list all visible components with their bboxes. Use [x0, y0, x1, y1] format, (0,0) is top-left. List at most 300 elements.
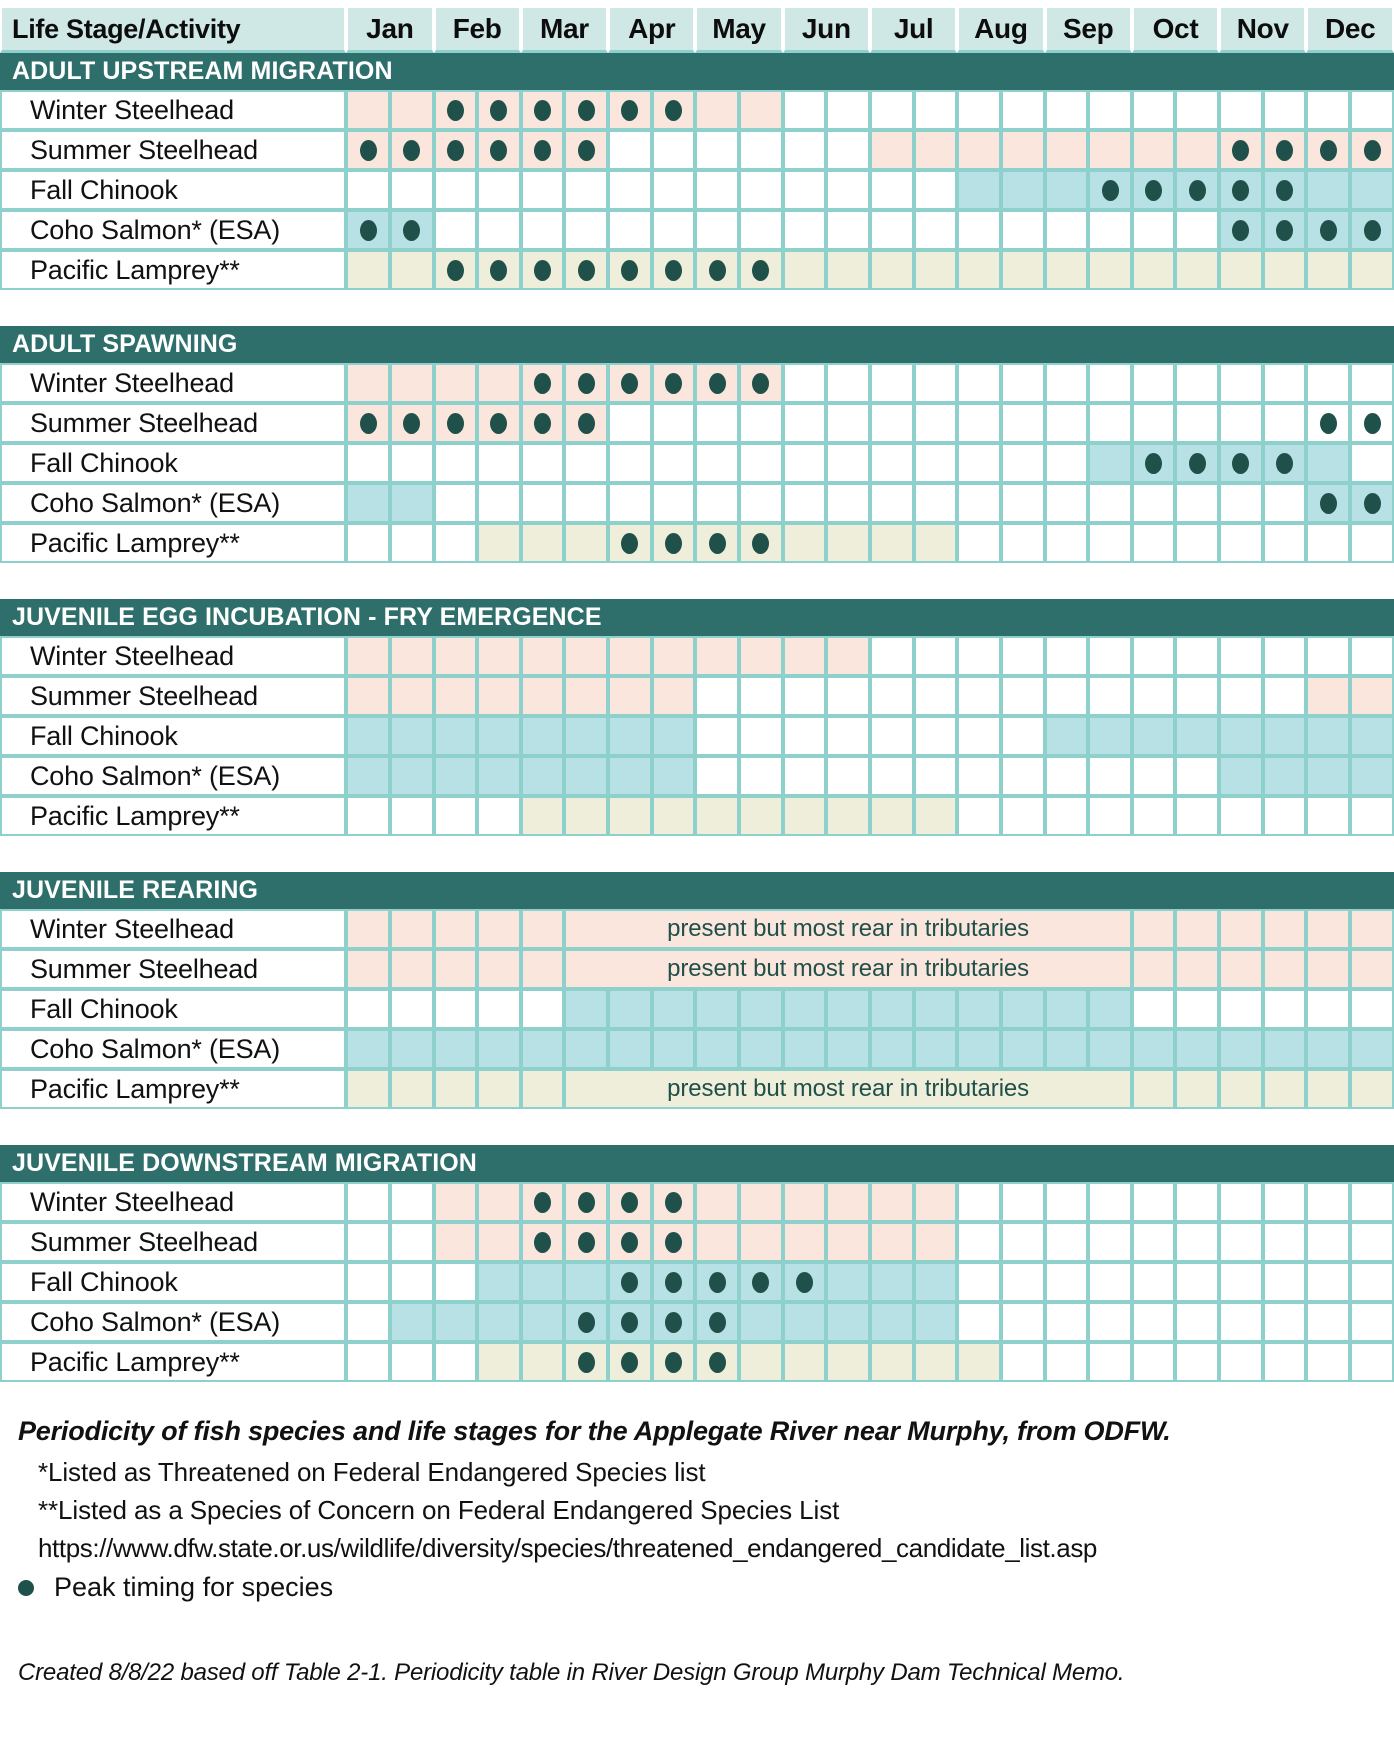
period-cell	[826, 756, 870, 796]
species-label: Fall Chinook	[0, 989, 346, 1029]
period-cell	[390, 989, 434, 1029]
period-cell	[783, 796, 827, 836]
rearing-note: present but most rear in tributaries	[564, 949, 1131, 989]
period-cell	[695, 636, 739, 676]
period-cell	[870, 716, 914, 756]
table-row	[0, 909, 1394, 949]
period-cell	[652, 130, 696, 170]
period-cell	[1088, 636, 1132, 676]
peak-timing-dot-icon	[1320, 140, 1337, 161]
period-cell	[914, 1342, 958, 1382]
period-cell	[1350, 1262, 1394, 1302]
period-cell	[1001, 210, 1045, 250]
peak-timing-dot-icon	[578, 100, 595, 121]
period-cell	[1219, 716, 1263, 756]
period-cell	[1219, 90, 1263, 130]
period-cell	[564, 170, 608, 210]
period-cell	[608, 756, 652, 796]
period-cell	[346, 483, 390, 523]
period-cell	[390, 949, 434, 989]
period-cell	[1045, 523, 1089, 563]
period-cell	[521, 483, 565, 523]
period-cell	[914, 403, 958, 443]
period-cell	[914, 130, 958, 170]
period-cell	[1306, 796, 1350, 836]
peak-timing-dot-icon	[578, 140, 595, 161]
period-cell	[1175, 1342, 1219, 1382]
period-cell	[608, 1029, 652, 1069]
period-cell	[521, 796, 565, 836]
header-month-mar: Mar	[521, 6, 608, 53]
peak-timing-dot-icon	[403, 220, 420, 241]
period-cell	[521, 1342, 565, 1382]
period-cell	[521, 909, 565, 949]
period-cell	[434, 130, 478, 170]
period-cell	[1219, 1069, 1263, 1109]
peak-timing-dot-icon	[621, 1232, 638, 1253]
period-cell	[1350, 210, 1394, 250]
peak-timing-dot-icon	[621, 260, 638, 281]
period-cell	[870, 1262, 914, 1302]
period-cell	[826, 1182, 870, 1222]
period-cell	[521, 210, 565, 250]
period-cell	[564, 716, 608, 756]
period-cell	[1088, 210, 1132, 250]
period-cell	[608, 90, 652, 130]
period-cell	[346, 796, 390, 836]
period-cell	[477, 636, 521, 676]
period-cell	[1045, 130, 1089, 170]
period-cell	[739, 756, 783, 796]
period-cell	[1132, 1262, 1176, 1302]
period-cell	[564, 1029, 608, 1069]
period-cell	[870, 403, 914, 443]
period-cell	[739, 1182, 783, 1222]
period-cell	[477, 716, 521, 756]
peak-timing-dot-icon	[447, 100, 464, 121]
section-header-3	[0, 872, 1394, 909]
header-month-sep: Sep	[1045, 6, 1132, 53]
period-cell	[1175, 130, 1219, 170]
period-cell	[1219, 796, 1263, 836]
period-cell	[1350, 796, 1394, 836]
period-cell	[1306, 523, 1350, 563]
period-cell	[1132, 403, 1176, 443]
peak-timing-dot-icon	[1320, 493, 1337, 514]
period-cell	[477, 1262, 521, 1302]
period-cell	[1001, 1182, 1045, 1222]
period-cell	[1175, 796, 1219, 836]
period-cell	[390, 756, 434, 796]
period-cell	[521, 130, 565, 170]
period-cell	[1088, 1029, 1132, 1069]
period-cell	[346, 756, 390, 796]
peak-timing-dot-icon	[1145, 453, 1162, 474]
period-cell	[1001, 170, 1045, 210]
period-cell	[739, 523, 783, 563]
period-cell	[346, 636, 390, 676]
species-label: Winter Steelhead	[0, 909, 346, 949]
period-cell	[1175, 1182, 1219, 1222]
odfw-link[interactable]: https://www.dfw.state.or.us/wildlife/diversity/species/threatened_endangered_candidate_list.asp	[38, 1533, 1097, 1563]
period-cell	[652, 1342, 696, 1382]
period-cell	[1219, 949, 1263, 989]
period-cell	[783, 250, 827, 290]
period-cell	[390, 210, 434, 250]
period-cell	[826, 483, 870, 523]
period-cell	[1045, 250, 1089, 290]
period-cell	[695, 1182, 739, 1222]
period-cell	[695, 1342, 739, 1382]
period-cell	[608, 796, 652, 836]
period-cell	[739, 989, 783, 1029]
table-row	[0, 1302, 1394, 1342]
period-cell	[783, 716, 827, 756]
period-cell	[914, 90, 958, 130]
peak-timing-dot-icon	[665, 1232, 682, 1253]
period-cell	[652, 483, 696, 523]
table-row	[0, 1262, 1394, 1302]
period-cell	[1132, 716, 1176, 756]
peak-timing-dot-icon	[709, 1352, 726, 1373]
peak-timing-dot-icon	[534, 373, 551, 394]
peak-timing-dot-icon	[665, 1352, 682, 1373]
period-cell	[1350, 1342, 1394, 1382]
peak-timing-dot-icon	[534, 1232, 551, 1253]
period-cell	[1001, 756, 1045, 796]
period-cell	[826, 716, 870, 756]
peak-timing-dot-icon	[578, 1232, 595, 1253]
peak-timing-dot-icon	[752, 533, 769, 554]
period-cell	[957, 989, 1001, 1029]
peak-timing-dot-icon	[1276, 453, 1293, 474]
period-cell	[870, 1342, 914, 1382]
section-title: ADULT SPAWNING	[0, 326, 1394, 363]
period-cell	[521, 1069, 565, 1109]
period-cell	[1088, 483, 1132, 523]
period-cell	[608, 636, 652, 676]
period-cell	[1263, 1262, 1307, 1302]
period-cell	[1263, 250, 1307, 290]
period-cell	[1132, 523, 1176, 563]
period-cell	[1001, 1302, 1045, 1342]
period-cell	[1001, 1342, 1045, 1382]
period-cell	[390, 403, 434, 443]
period-cell	[434, 909, 478, 949]
period-cell	[914, 363, 958, 403]
period-cell	[957, 1302, 1001, 1342]
period-cell	[652, 1222, 696, 1262]
period-cell	[1132, 1069, 1176, 1109]
figure-caption: Periodicity of fish species and life stages for the Applegate River near Murphy, from ODFW.	[18, 1416, 1171, 1446]
header-month-dec: Dec	[1306, 6, 1394, 53]
peak-timing-dot-icon	[709, 533, 726, 554]
period-cell	[1219, 1262, 1263, 1302]
peak-timing-dot-icon	[447, 140, 464, 161]
period-cell	[695, 796, 739, 836]
period-cell	[957, 363, 1001, 403]
period-cell	[1350, 1302, 1394, 1342]
period-cell	[434, 1262, 478, 1302]
peak-timing-dot-icon	[578, 1312, 595, 1333]
period-cell	[739, 170, 783, 210]
period-cell	[434, 949, 478, 989]
table-row	[0, 989, 1394, 1029]
peak-timing-dot-icon	[752, 373, 769, 394]
species-label: Summer Steelhead	[0, 403, 346, 443]
period-cell	[1132, 250, 1176, 290]
period-cell	[652, 989, 696, 1029]
header-month-jan: Jan	[346, 6, 433, 53]
period-cell	[477, 756, 521, 796]
peak-timing-dot-icon	[709, 373, 726, 394]
header-month-feb: Feb	[434, 6, 521, 53]
table-row	[0, 1069, 1394, 1109]
period-cell	[390, 796, 434, 836]
period-cell	[477, 909, 521, 949]
header-month-aug: Aug	[957, 6, 1044, 53]
period-cell	[783, 1029, 827, 1069]
period-cell	[739, 636, 783, 676]
period-cell	[695, 90, 739, 130]
period-cell	[1175, 676, 1219, 716]
period-cell	[1350, 250, 1394, 290]
table-row	[0, 90, 1394, 130]
period-cell	[390, 1069, 434, 1109]
period-cell	[434, 636, 478, 676]
species-label: Fall Chinook	[0, 170, 346, 210]
period-cell	[1306, 716, 1350, 756]
period-cell	[564, 1342, 608, 1382]
table-row	[0, 1029, 1394, 1069]
peak-timing-dot-icon	[1232, 220, 1249, 241]
species-label: Fall Chinook	[0, 1262, 346, 1302]
period-cell	[1132, 443, 1176, 483]
period-cell	[390, 676, 434, 716]
section-header-4	[0, 1145, 1394, 1182]
peak-timing-dot-icon	[403, 413, 420, 434]
peak-timing-dot-icon	[1189, 453, 1206, 474]
peak-timing-dot-icon	[1232, 140, 1249, 161]
table-row	[0, 130, 1394, 170]
period-cell	[957, 130, 1001, 170]
period-cell	[1088, 250, 1132, 290]
period-cell	[434, 1182, 478, 1222]
period-cell	[1132, 170, 1176, 210]
species-label: Winter Steelhead	[0, 90, 346, 130]
peak-timing-dot-icon	[621, 1352, 638, 1373]
period-cell	[1219, 483, 1263, 523]
period-cell	[1088, 756, 1132, 796]
period-cell	[957, 1342, 1001, 1382]
period-cell	[1088, 170, 1132, 210]
period-cell	[1001, 676, 1045, 716]
peak-timing-dot-icon	[665, 260, 682, 281]
period-cell	[1263, 949, 1307, 989]
period-cell	[1088, 989, 1132, 1029]
peak-timing-dot-icon	[360, 413, 377, 434]
period-cell	[739, 443, 783, 483]
period-cell	[1263, 909, 1307, 949]
period-cell	[695, 1222, 739, 1262]
period-cell	[1088, 443, 1132, 483]
peak-timing-dot-icon	[403, 140, 420, 161]
period-cell	[783, 523, 827, 563]
period-cell	[564, 90, 608, 130]
period-cell	[695, 676, 739, 716]
legend	[18, 1572, 1394, 1603]
period-cell	[390, 1222, 434, 1262]
peak-timing-dot-icon	[534, 140, 551, 161]
period-cell	[1263, 363, 1307, 403]
peak-timing-dot-icon	[534, 260, 551, 281]
period-cell	[1350, 403, 1394, 443]
period-cell	[1306, 443, 1350, 483]
period-cell	[1132, 756, 1176, 796]
species-label: Pacific Lamprey**	[0, 523, 346, 563]
period-cell	[783, 403, 827, 443]
peak-timing-dot-icon	[534, 413, 551, 434]
peak-timing-dot-icon	[1276, 180, 1293, 201]
period-cell	[695, 1029, 739, 1069]
period-cell	[957, 796, 1001, 836]
peak-timing-dot-icon	[1364, 140, 1381, 161]
period-cell	[1219, 523, 1263, 563]
species-label: Fall Chinook	[0, 716, 346, 756]
peak-timing-dot-icon	[1364, 493, 1381, 514]
period-cell	[914, 1029, 958, 1069]
period-cell	[434, 716, 478, 756]
period-cell	[1175, 989, 1219, 1029]
period-cell	[1263, 443, 1307, 483]
period-cell	[1219, 1342, 1263, 1382]
period-cell	[1350, 716, 1394, 756]
period-cell	[957, 1182, 1001, 1222]
peak-timing-dot-icon	[665, 373, 682, 394]
period-cell	[608, 363, 652, 403]
period-cell	[1175, 636, 1219, 676]
period-cell	[1175, 949, 1219, 989]
created-note: Created 8/8/22 based off Table 2-1. Periodicity table in River Design Group Murphy Dam Technical Memo.	[18, 1659, 1125, 1686]
period-cell	[1175, 1262, 1219, 1302]
period-cell	[914, 210, 958, 250]
period-cell	[608, 443, 652, 483]
period-cell	[695, 756, 739, 796]
peak-timing-dot-icon	[360, 140, 377, 161]
period-cell	[1132, 90, 1176, 130]
period-cell	[826, 523, 870, 563]
period-cell	[434, 403, 478, 443]
period-cell	[608, 483, 652, 523]
period-cell	[477, 949, 521, 989]
period-cell	[914, 523, 958, 563]
peak-timing-dot-icon	[1320, 220, 1337, 241]
period-cell	[1045, 716, 1089, 756]
peak-timing-dot-icon	[1232, 180, 1249, 201]
period-cell	[1175, 210, 1219, 250]
section-gap	[0, 1109, 1394, 1145]
period-cell	[346, 403, 390, 443]
period-cell	[1219, 1182, 1263, 1222]
period-cell	[652, 636, 696, 676]
period-cell	[1306, 250, 1350, 290]
period-cell	[1306, 1302, 1350, 1342]
peak-timing-dot-icon	[709, 260, 726, 281]
period-cell	[695, 363, 739, 403]
period-cell	[957, 483, 1001, 523]
period-cell	[1088, 130, 1132, 170]
period-cell	[695, 130, 739, 170]
period-cell	[608, 523, 652, 563]
period-cell	[1306, 756, 1350, 796]
period-cell	[826, 250, 870, 290]
period-cell	[564, 130, 608, 170]
period-cell	[1263, 756, 1307, 796]
peak-timing-dot-icon	[578, 373, 595, 394]
period-cell	[1263, 1069, 1307, 1109]
peak-timing-dot-icon	[1364, 413, 1381, 434]
period-cell	[477, 403, 521, 443]
period-cell	[521, 636, 565, 676]
peak-timing-dot-icon	[621, 1192, 638, 1213]
table-row	[0, 250, 1394, 290]
period-cell	[826, 170, 870, 210]
note-species-of-concern: **Listed as a Species of Concern on Federal Endangered Species List	[38, 1495, 840, 1525]
period-cell	[1045, 1029, 1089, 1069]
period-cell	[739, 1262, 783, 1302]
period-cell	[652, 443, 696, 483]
species-label: Coho Salmon* (ESA)	[0, 1029, 346, 1069]
period-cell	[695, 443, 739, 483]
period-cell	[957, 250, 1001, 290]
period-cell	[695, 210, 739, 250]
period-cell	[390, 523, 434, 563]
header-month-apr: Apr	[608, 6, 695, 53]
period-cell	[346, 1069, 390, 1109]
period-cell	[1045, 443, 1089, 483]
period-cell	[1219, 363, 1263, 403]
period-cell	[434, 483, 478, 523]
table-row	[0, 1342, 1394, 1382]
period-cell	[477, 1342, 521, 1382]
period-cell	[870, 210, 914, 250]
peak-timing-dot-icon	[490, 413, 507, 434]
period-cell	[1001, 363, 1045, 403]
period-cell	[739, 1342, 783, 1382]
table-header-row	[0, 6, 1394, 53]
period-cell	[1175, 250, 1219, 290]
species-label: Winter Steelhead	[0, 1182, 346, 1222]
peak-timing-dot-icon	[665, 1192, 682, 1213]
period-cell	[826, 130, 870, 170]
header-month-nov: Nov	[1219, 6, 1306, 53]
period-cell	[1219, 756, 1263, 796]
period-cell	[1132, 1029, 1176, 1069]
period-cell	[390, 1029, 434, 1069]
period-cell	[608, 676, 652, 716]
period-cell	[870, 90, 914, 130]
period-cell	[434, 1342, 478, 1382]
period-cell	[783, 1342, 827, 1382]
period-cell	[1350, 1222, 1394, 1262]
section-title: ADULT UPSTREAM MIGRATION	[0, 53, 1394, 90]
period-cell	[477, 90, 521, 130]
peak-timing-dot-icon	[360, 220, 377, 241]
period-cell	[1219, 210, 1263, 250]
peak-timing-dot-icon	[665, 1272, 682, 1293]
period-cell	[564, 443, 608, 483]
period-cell	[1045, 1342, 1089, 1382]
